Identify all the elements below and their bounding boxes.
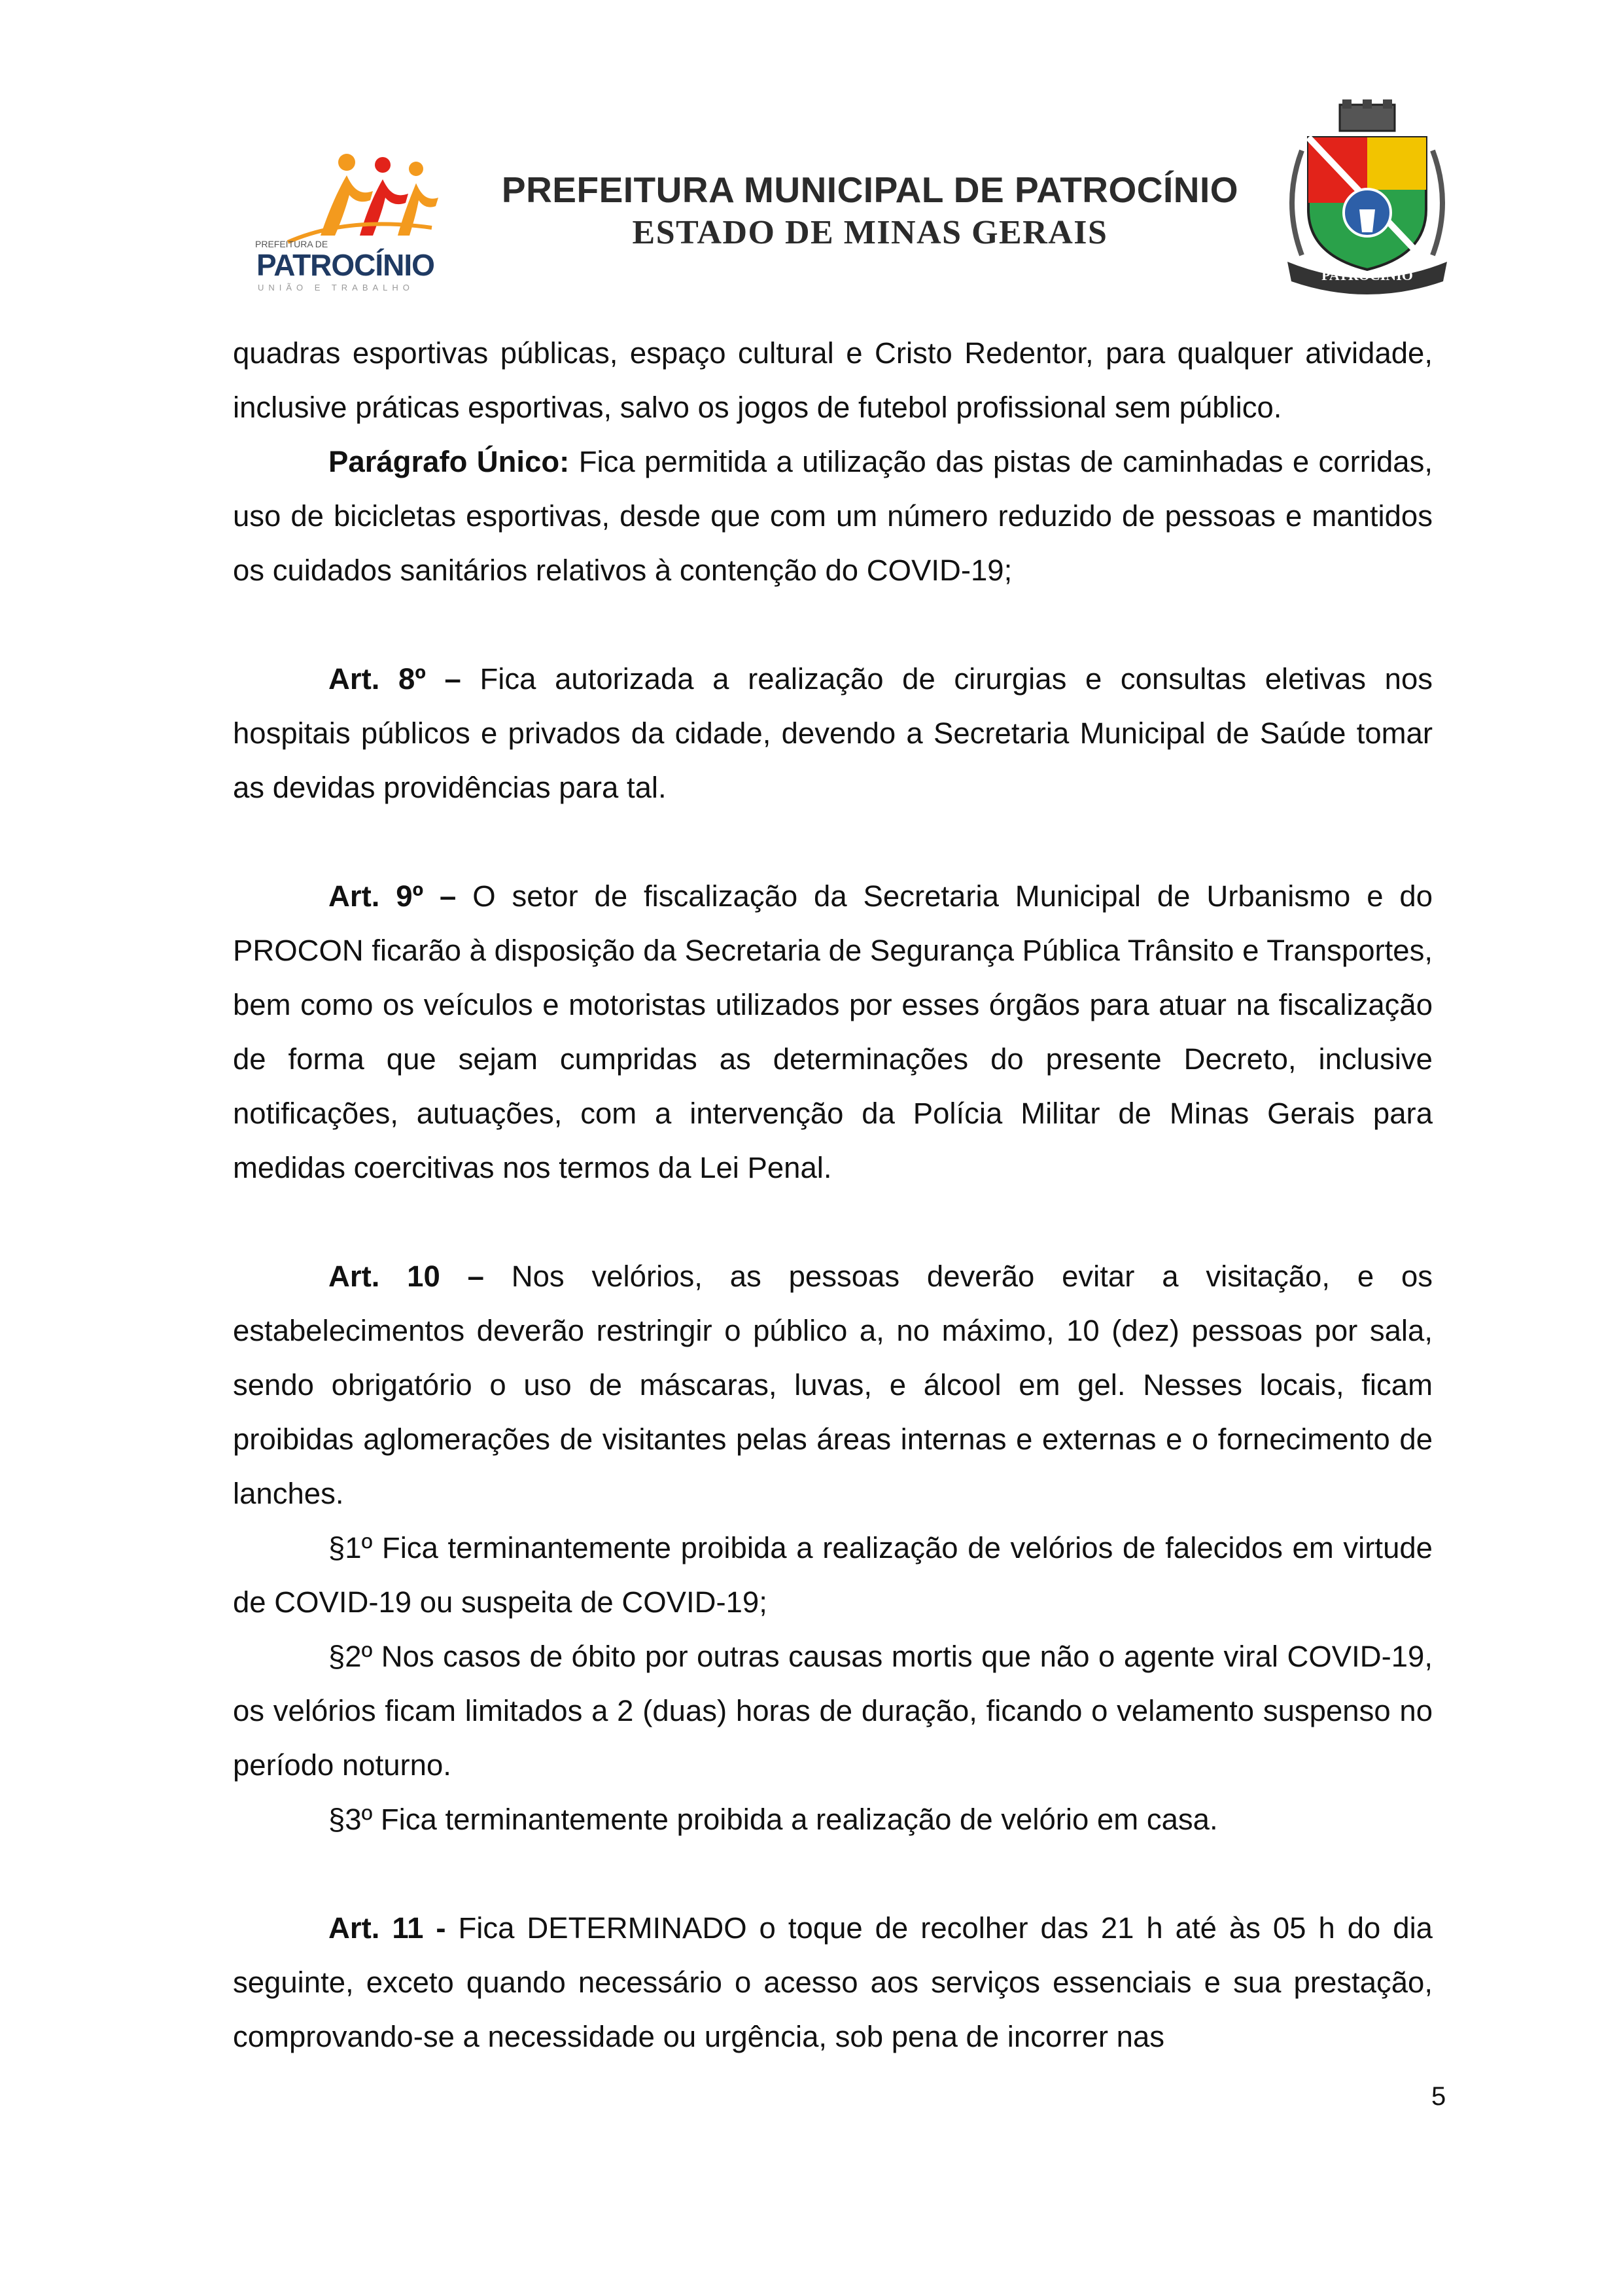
paragrafo-unico-label: Parágrafo Único: <box>328 445 570 478</box>
state-title: ESTADO DE MINAS GERAIS <box>632 214 1108 251</box>
paragrafo-unico <box>233 434 1433 597</box>
coat-of-arms <box>1282 98 1452 294</box>
article-8 <box>233 652 1433 815</box>
patrocinio-logo <box>249 144 445 294</box>
logo-wordmark: PATROCÍNIO <box>256 248 434 282</box>
article-10-label: Art. 10 – <box>328 1260 484 1293</box>
article-8-label: Art. 8º – <box>328 662 461 696</box>
article-11 <box>233 1901 1433 2064</box>
article-11-text: Fica DETERMINADO o toque de recolher das 21 h até às 05 h do dia seguinte, exceto quando necessário o acesso aos serviços essenciais e sua prestação, comprovando-se a necessidade ou urgência, sob pena de incorrer nas <box>233 1911 1433 2053</box>
municipality-title: PREFEITURA MUNICIPAL DE PATROCÍNIO <box>501 169 1239 210</box>
logo-prefix: PREFEITURA DE <box>255 239 328 249</box>
article-9-text: O setor de fiscalização da Secretaria Municipal de Urbanismo e do PROCON ficarão à disposição da Secretaria de Segurança Pública Trânsito e Transportes, bem como os veículos e motoristas utilizados por esses órgãos para atuar na fiscalização de forma que sejam cumpridas as determinações do presente Decreto, inclusive notificações, autuações, com a intervenção da Polícia Militar de Minas Gerais para medidas coercitivas nos termos da Lei Penal. <box>233 879 1433 1184</box>
continuation-paragraph: quadras esportivas públicas, espaço cultural e Cristo Redentor, para qualquer atividade, inclusive práticas esportivas, salvo os jogos de futebol profissional sem público. <box>233 336 1433 424</box>
article-9 <box>233 869 1433 1195</box>
article-10-paragraph-1: §1º Fica terminantemente proibida a realização de velórios de falecidos em virtude de COVID-19 ou suspeita de COVID-19; <box>233 1531 1433 1619</box>
article-10-text: Nos velórios, as pessoas deverão evitar a visitação, e os estabelecimentos deverão restringir o público a, no máximo, 10 (dez) pessoas por sala, sendo obrigatório o uso de máscaras, luvas, e álcool em gel. Nesses locais, ficam proibidas aglomerações de visitantes pelas áreas internas e externas e o fornecimento de lanches. <box>233 1260 1433 1510</box>
article-11-label: Art. 11 - <box>328 1911 446 1945</box>
article-8-text: Fica autorizada a realização de cirurgias e consultas eletivas nos hospitais públicos e privados da cidade, devendo a Secretaria Municipal de Saúde tomar as devidas providências para tal. <box>233 662 1433 804</box>
article-9-label: Art. 9º – <box>328 879 457 913</box>
article-10 <box>233 1249 1433 1521</box>
people-figures-icon <box>249 144 445 249</box>
paragrafo-unico-text: Fica permitida a utilização das pistas de caminhadas e corridas, uso de bicicletas esportivas, desde que com um número reduzido de pessoas e mantidos os cuidados sanitários relativos à contenção do COVID-19; <box>233 445 1433 587</box>
letterhead <box>0 92 1623 292</box>
coat-of-arms-icon <box>1282 98 1452 294</box>
logo-tagline: UNIÃO E TRABALHO <box>258 283 414 292</box>
decree-body <box>233 326 1433 2064</box>
page-number: 5 <box>1431 2082 1446 2111</box>
article-10-paragraph-2: §2º Nos casos de óbito por outras causas mortis que não o agente viral COVID-19, os velórios ficam limitados a 2 (duas) horas de duração, ficando o velamento suspenso no período noturno. <box>233 1640 1433 1782</box>
article-10-paragraph-3: §3º Fica terminantemente proibida a realização de velório em casa. <box>328 1803 1218 1836</box>
header-title <box>478 169 1263 252</box>
crest-banner-text: PATROCÍNIO <box>1321 267 1413 283</box>
